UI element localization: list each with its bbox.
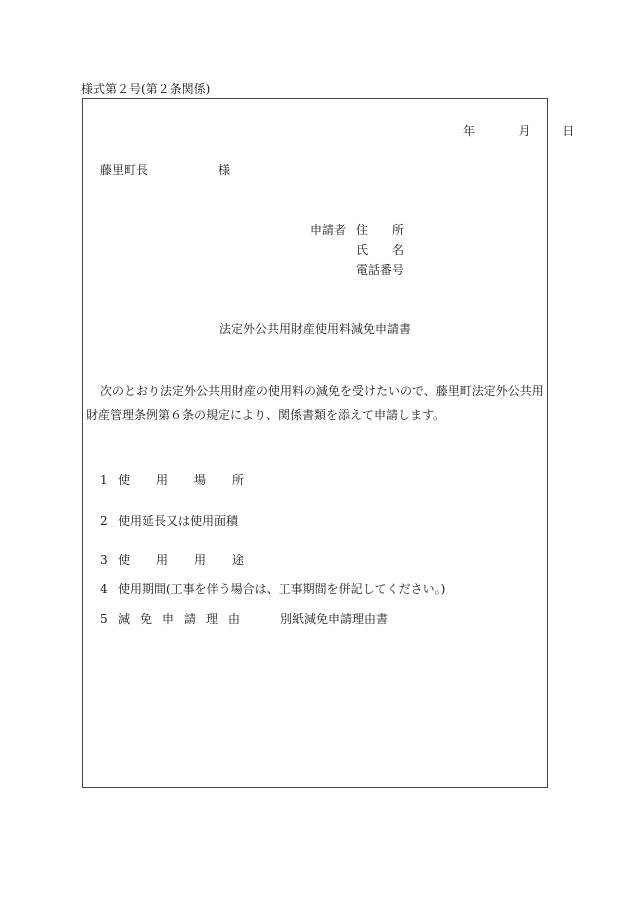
item-usage-period <box>100 583 445 595</box>
addressee-honorific: 様 <box>218 163 231 177</box>
date-row <box>463 125 574 137</box>
item-usage-location <box>100 474 270 486</box>
item-label: 使用延長又は使用面積 <box>118 514 239 528</box>
item-number: 5 <box>100 612 108 626</box>
item-number: 1 <box>100 473 108 487</box>
item-label: 減免申請理由 <box>118 612 251 626</box>
form-frame <box>82 98 548 788</box>
applicant-label: 申請者 <box>310 223 347 237</box>
date-year-label: 年 <box>463 124 476 138</box>
item-label: 使用期間(工事を伴う場合は、工事期間を併記してください。) <box>118 582 446 596</box>
document-title: 法定外公共用財産使用料減免申請書 <box>218 322 411 336</box>
date-day-label: 日 <box>562 124 575 138</box>
applicant-phone-label: 電話番号 <box>356 263 405 277</box>
addressee <box>100 164 230 176</box>
item-usage-area <box>100 515 238 527</box>
date-month-label: 月 <box>518 124 531 138</box>
item-value: 別紙減免申請理由書 <box>280 612 389 626</box>
item-exemption-reason <box>100 613 388 625</box>
item-number: 2 <box>100 514 108 528</box>
item-number: 4 <box>100 582 108 596</box>
applicant-name-label: 氏 名 <box>356 243 405 257</box>
item-number: 3 <box>100 553 108 567</box>
item-label: 使用用途 <box>118 553 271 567</box>
item-usage-purpose <box>100 554 270 566</box>
request-statement: 次のとおり法定外公共用財産の使用料の減免を受けたいので、藤里町法定外公共用財産管理条例第６条の規定により、関係書類を添えて申請します。 <box>86 384 544 422</box>
item-label: 使用場所 <box>118 473 271 487</box>
addressee-name: 藤里町長 <box>100 163 149 177</box>
form-number-label: 様式第２号(第２条関係) <box>81 82 211 96</box>
applicant-address-label: 住 所 <box>356 223 405 237</box>
